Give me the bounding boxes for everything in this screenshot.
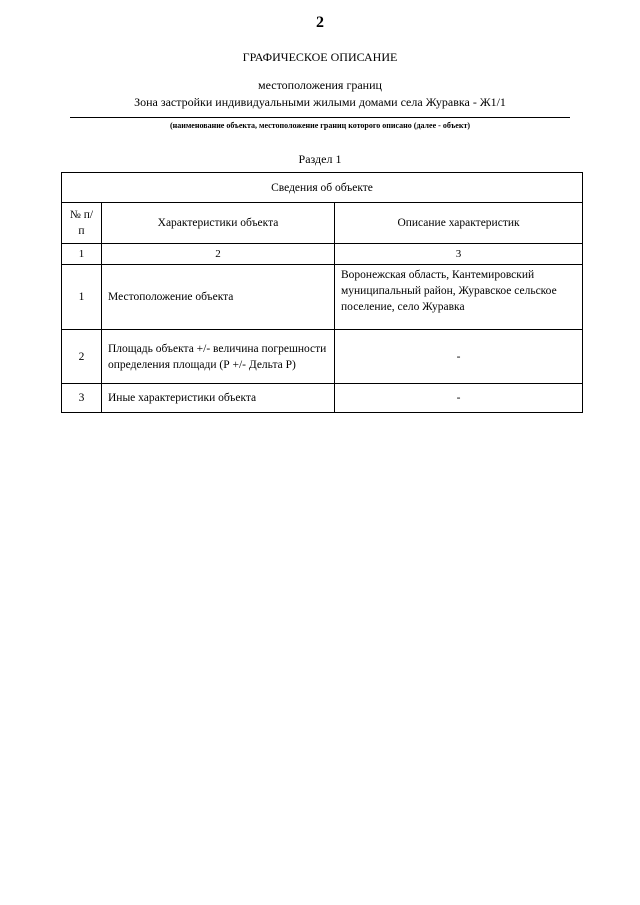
column-header-number: № п/п: [62, 203, 102, 244]
object-info-table: [61, 172, 583, 413]
row-characteristic: Площадь объекта +/- величина погрешности определения площади (Р +/- Дельта Р): [102, 330, 335, 384]
document-title: ГРАФИЧЕСКОЕ ОПИСАНИЕ: [242, 50, 398, 64]
row-characteristic: Иные характеристики объекта: [102, 384, 335, 413]
page-number: 2: [316, 14, 324, 31]
section-title: Раздел 1: [298, 152, 342, 166]
table-column-header-row: [62, 203, 583, 244]
row-description: -: [335, 330, 583, 384]
column-index-3: 3: [335, 244, 583, 265]
table-row: [62, 384, 583, 413]
row-number: 2: [62, 330, 102, 384]
object-name-underline: [70, 117, 570, 118]
object-name: Зона застройки индивидуальными жилыми домами села Журавка - Ж1/1: [134, 95, 506, 109]
row-description: -: [335, 384, 583, 413]
table-header-row: [62, 173, 583, 203]
document-subtitle: местоположения границ: [258, 78, 382, 92]
column-header-characteristic: Характеристики объекта: [102, 203, 335, 244]
table-header: Сведения об объекте: [62, 173, 583, 203]
table-row: [62, 265, 583, 330]
column-index-2: 2: [102, 244, 335, 265]
column-index-1: 1: [62, 244, 102, 265]
table-row: [62, 330, 583, 384]
object-name-caption: (наименование объекта, местоположение границ которого описано (далее - объект): [169, 121, 471, 130]
column-header-description: Описание характеристик: [335, 203, 583, 244]
row-number: 3: [62, 384, 102, 413]
row-number: 1: [62, 265, 102, 330]
row-description: Воронежская область, Кантемировский муниципальный район, Журавское сельское поселение, село Журавка: [335, 265, 583, 330]
row-characteristic: Местоположение объекта: [102, 265, 335, 330]
table-column-index-row: [62, 244, 583, 265]
